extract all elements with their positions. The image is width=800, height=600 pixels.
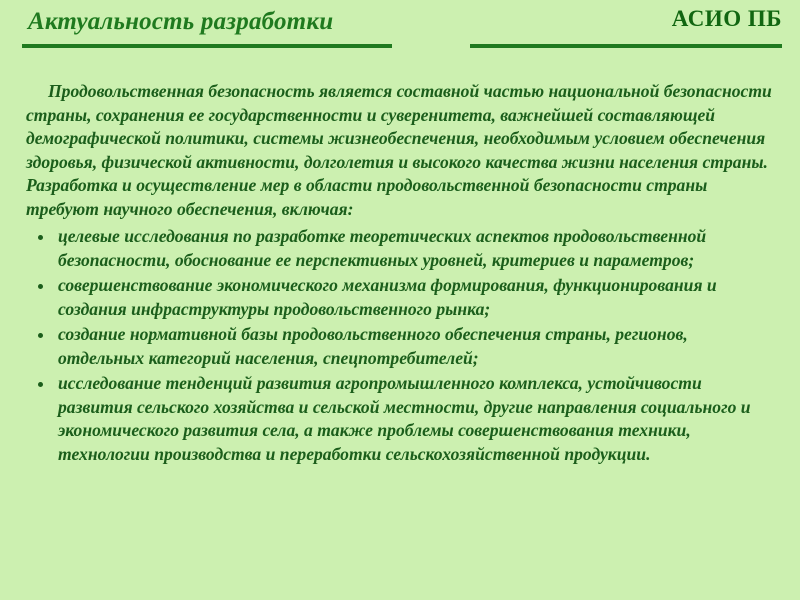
header-rule-left <box>22 44 392 48</box>
list-item: целевые исследования по разработке теоретических аспектов продовольственной безопасности, обоснование ее перспективных уровней, критериев и параметров; <box>28 225 778 272</box>
list-item: исследование тенденций развития агропромышленного комплекса, устойчивости развития сельского хозяйства и сельской местности, другие направления социального и экономического развития села, а также проблемы совершенствования техники, технологии производства и переработки сельскохозяйственной продукции. <box>28 372 778 466</box>
page-title: Актуальность разработки <box>28 8 334 35</box>
bullet-list <box>0 225 800 466</box>
paragraph-lead-in: Разработка и осуществление мер в области продовольственной безопасности страны требуют научного обеспечения, включая: <box>26 175 708 219</box>
paragraph-intro: Продовольственная безопасность является составной частью национальной безопасности страны, сохранения ее государственности и суверенитета, важнейшей составляющей демографической политики, системы жизнеобеспечения, необходимым условием обеспечения здоровья, физической активности, долголетия и высокого качества жизни населения страны. <box>26 81 772 172</box>
slide-body <box>0 80 800 468</box>
brand-label: АСИО ПБ <box>671 6 782 31</box>
slide-header <box>0 0 800 50</box>
header-rule-right <box>470 44 782 48</box>
list-item: создание нормативной базы продовольственного обеспечения страны, регионов, отдельных категорий населения, спецпотребителей; <box>28 323 778 370</box>
list-item: совершенствование экономического механизма формирования, функционирования и создания инфраструктуры продовольственного рынка; <box>28 274 778 321</box>
